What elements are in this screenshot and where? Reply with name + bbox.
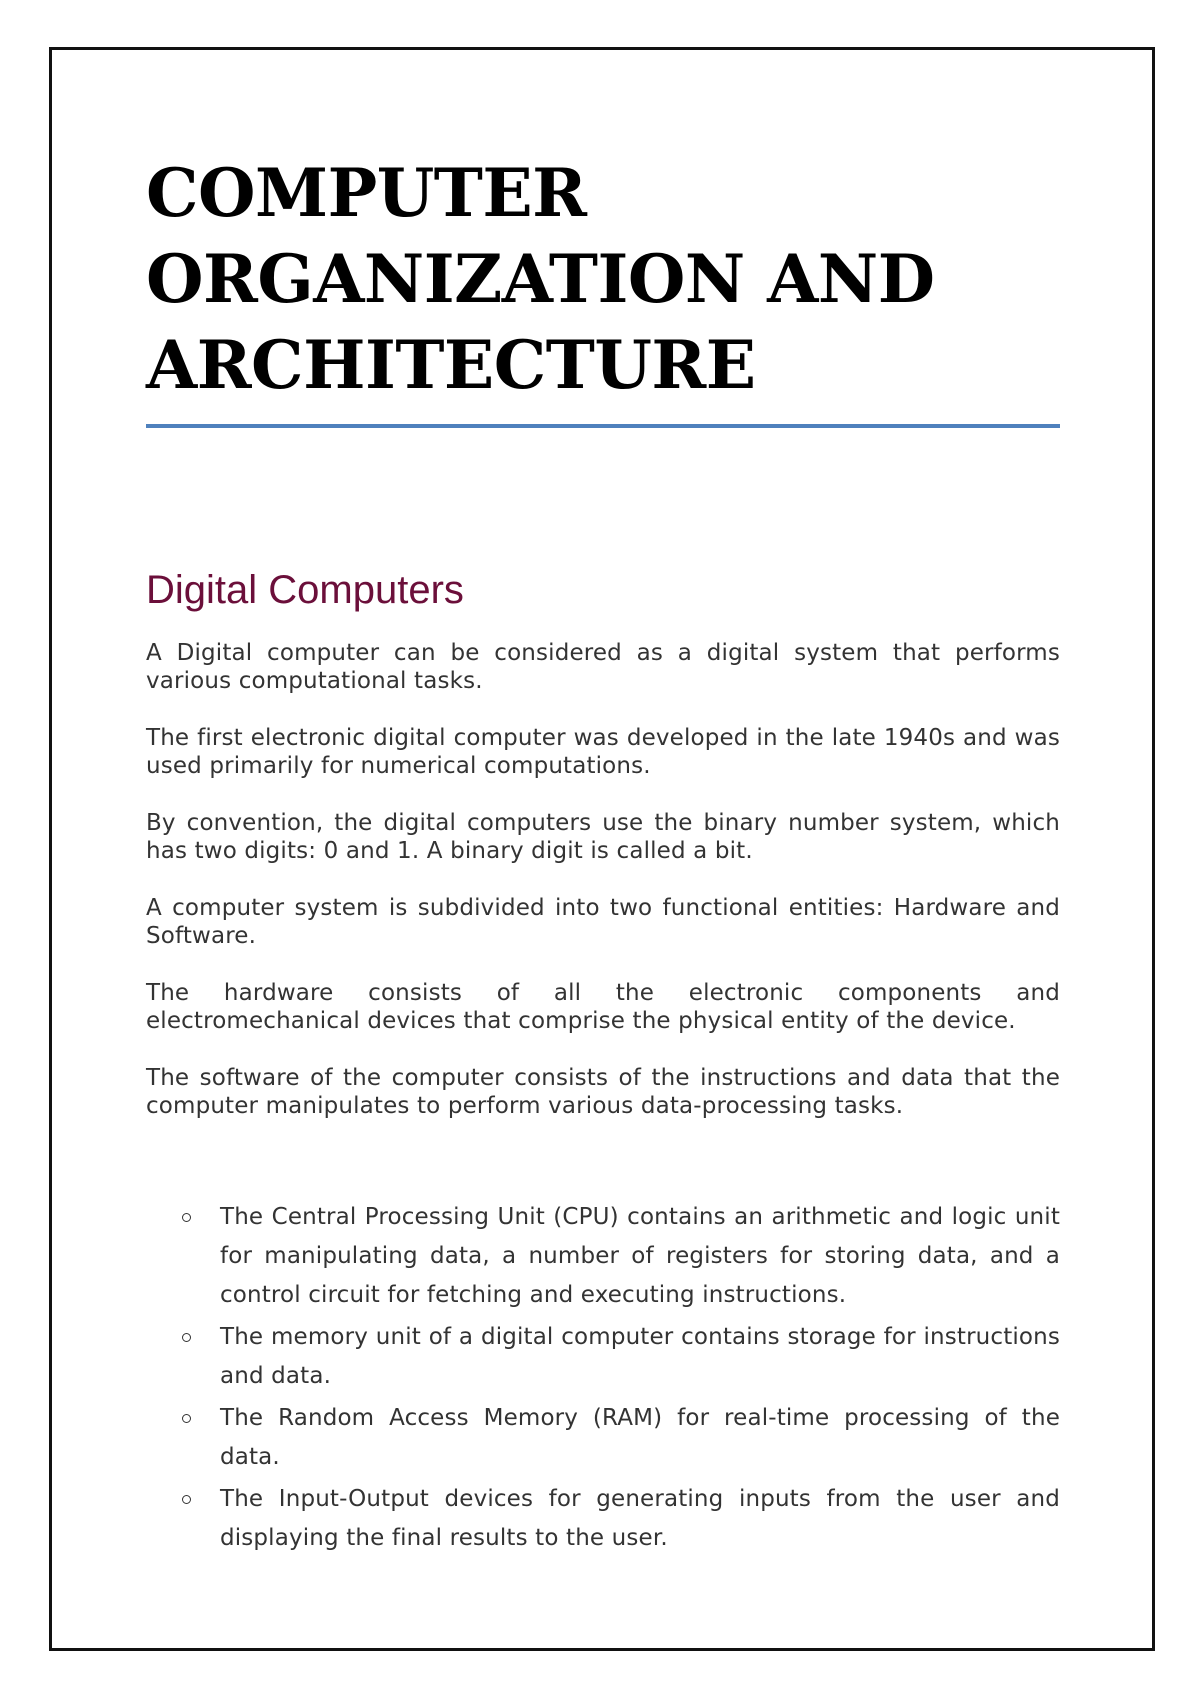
list-item-text: The memory unit of a digital computer contains storage for instructions and data. (220, 1324, 1060, 1389)
list-item (146, 1318, 1060, 1396)
body-paragraphs (146, 639, 1060, 1120)
title-line: ARCHITECTURE (146, 326, 756, 404)
hollow-circle-bullet-icon (182, 1213, 191, 1222)
title-line: ORGANIZATION AND (146, 240, 935, 318)
document-title (146, 150, 1060, 408)
title-line: COMPUTER (146, 154, 587, 232)
paragraph: The first electronic digital computer was developed in the late 1940s and was used primarily for numerical computations. (146, 725, 1060, 779)
title-underline (146, 424, 1060, 428)
list-item (146, 1399, 1060, 1477)
list-item (146, 1198, 1060, 1315)
list-item-text: The Random Access Memory (RAM) for real-time processing of the data. (220, 1405, 1060, 1470)
paragraph: By convention, the digital computers use the binary number system, which has two digits: 0 and 1. A binary digit is called a bit. (146, 810, 1060, 864)
paragraph: A computer system is subdivided into two functional entities: Hardware and Software. (146, 895, 1060, 949)
hollow-circle-bullet-icon (182, 1495, 191, 1504)
hollow-circle-bullet-icon (182, 1414, 191, 1423)
paragraph: A Digital computer can be considered as a digital system that performs various computational tasks. (146, 640, 1060, 694)
paragraph: The hardware consists of all the electronic components and electromechanical devices that comprise the physical entity of the device. (146, 980, 1060, 1034)
document-content (146, 150, 1060, 1561)
paragraph: The software of the computer consists of the instructions and data that the computer manipulates to perform various data-processing tasks. (146, 1065, 1060, 1119)
list-item-text: The Central Processing Unit (CPU) contains an arithmetic and logic unit for manipulating data, a number of registers for storing data, and a control circuit for fetching and executing instructions. (220, 1204, 1060, 1308)
hollow-circle-bullet-icon (182, 1333, 191, 1342)
list-item-text: The Input-Output devices for generating inputs from the user and displaying the final results to the user. (220, 1486, 1060, 1551)
section-heading: Digital Computers (146, 568, 464, 612)
list-item (146, 1480, 1060, 1558)
component-list (146, 1198, 1060, 1558)
